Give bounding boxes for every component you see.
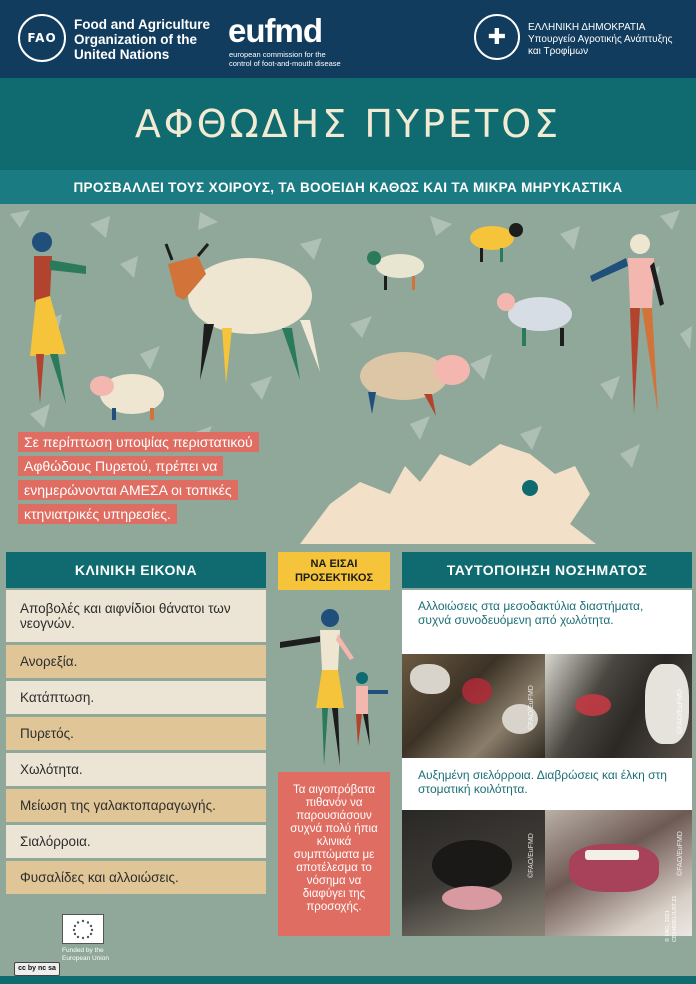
greek-coat-of-arms-icon: ✚ bbox=[474, 14, 520, 60]
yellow-sheep-figure bbox=[470, 223, 523, 262]
warning-line: κτηνιατρικές υπηρεσίες. bbox=[18, 504, 177, 524]
photo-credit: ©FAO/EuFMD bbox=[677, 831, 684, 876]
bottom-bar bbox=[0, 976, 696, 984]
symptom-item: Μείωση της γαλακτοπαραγωγής. bbox=[6, 789, 266, 822]
symptom-item: Φυσαλίδες και αλλοιώσεις. bbox=[6, 861, 266, 894]
piglet-figure bbox=[90, 374, 164, 420]
farmer-man-figure bbox=[590, 234, 664, 414]
be-careful-line1: ΝΑ ΕΙΣΑΙ bbox=[310, 558, 358, 570]
symptom-item: Αποβολές και αιφνίδιοι θάνατοι των νεογνών. bbox=[6, 590, 266, 642]
symptom-item: Χωλότητα. bbox=[6, 753, 266, 786]
foot-lesion-photo-1 bbox=[402, 654, 545, 758]
page-subtitle: ΠΡΟΣΒΑΛΛΕΙ ΤΟΥΣ ΧΟΙΡΟΥΣ, ΤΑ ΒΟΟΕΙΔΗ ΚΑΘΩΣ ΚΑΙ ΤΑ ΜΙΚΡΑ ΜΗΡΥΚΑΣΤΙΚΑ bbox=[73, 179, 623, 195]
symptom-item: Σιαλόρροια. bbox=[6, 825, 266, 858]
pig-figure bbox=[360, 352, 470, 416]
goat-warning-text: Τα αιγοπρόβατα πιθανόν να παρουσιάσουν συχνά πολύ ήπια κλινικά συμπτώματα με αποτέλεσμα το νόσημα να διαφύγει της προσοχής. bbox=[278, 772, 390, 936]
grey-sheep-figure bbox=[497, 293, 572, 346]
eufmd-tagline: european commission for the control of foot-and-mouth disease bbox=[229, 50, 341, 68]
copyright-credit: © FAO, 2021 CB5482EL/1/07.21 bbox=[665, 895, 678, 942]
be-careful-line2: ΠΡΟΣΕΚΤΙΚΟΣ bbox=[294, 572, 374, 584]
symptom-item: Κατάπτωση. bbox=[6, 681, 266, 714]
clinical-heading: ΚΛΙΝΙΚΗ ΕΙΚΟΝΑ bbox=[6, 552, 266, 588]
photo-credit: ©FAO/EuFMD bbox=[677, 689, 684, 734]
title-band bbox=[0, 78, 696, 170]
warning-line: Σε περίπτωση υποψίας περιστατικού bbox=[18, 432, 259, 452]
symptom-item: Πυρετός. bbox=[6, 717, 266, 750]
creative-commons-badge: cc by nc sa bbox=[14, 962, 60, 976]
page-title: ΑΦΘΩΔΗΣ ΠΥΡΕΤΟΣ bbox=[134, 102, 562, 146]
subtitle-band bbox=[0, 170, 696, 204]
location-marker-icon bbox=[522, 480, 538, 496]
photo-credit: ©FAO/EuFMD bbox=[528, 833, 535, 878]
be-careful-heading bbox=[278, 552, 390, 590]
eu-funding-text: Funded by the European Union bbox=[62, 947, 109, 962]
mouth-lesion-photo-1 bbox=[402, 810, 545, 936]
fao-logo: FAO bbox=[18, 14, 66, 62]
mouth-lesions-caption: Αυξημένη σιελόρροια. Διαβρώσεις και έλκη στη στοματική κοιλότητα. bbox=[402, 758, 692, 810]
foot-lesion-photo-2 bbox=[545, 654, 692, 758]
foot-lesions-caption: Αλλοιώσεις στα μεσοδακτύλια διαστήματα, συχνά συνοδευόμενη από χωλότητα. bbox=[402, 590, 692, 654]
header-bar bbox=[0, 0, 696, 78]
sheep-small-figure bbox=[367, 251, 424, 290]
triangle-pattern bbox=[10, 210, 692, 468]
warning-line: ενημερώνονται ΑΜΕΣΑ οι τοπικές bbox=[18, 480, 238, 500]
eu-flag-icon bbox=[62, 914, 104, 944]
greek-ministry-name: ΕΛΛΗΝΙΚΗ ΔΗΜΟΚΡΑΤΙΑ Υπουργείο Αγροτικής Ανάπτυξης και Τροφίμων bbox=[528, 22, 673, 57]
photo-credit: ©FAO/EuFMD bbox=[528, 685, 535, 730]
identification-heading: ΤΑΥΤΟΠΟΙΗΣΗ ΝΟΣΗΜΑΤΟΣ bbox=[402, 552, 692, 588]
woman-and-child-illustration bbox=[278, 596, 390, 772]
fao-name: Food and Agriculture Organization of the United Nations bbox=[74, 17, 210, 62]
cow-figure bbox=[166, 244, 320, 384]
eufmd-logo: eufmd bbox=[228, 12, 322, 49]
symptom-item: Ανορεξία. bbox=[6, 645, 266, 678]
europe-map bbox=[300, 444, 596, 544]
warning-line: Αφθώδους Πυρετού, πρέπει να bbox=[18, 456, 223, 476]
symptom-list bbox=[6, 590, 266, 897]
warning-notice bbox=[18, 432, 259, 528]
